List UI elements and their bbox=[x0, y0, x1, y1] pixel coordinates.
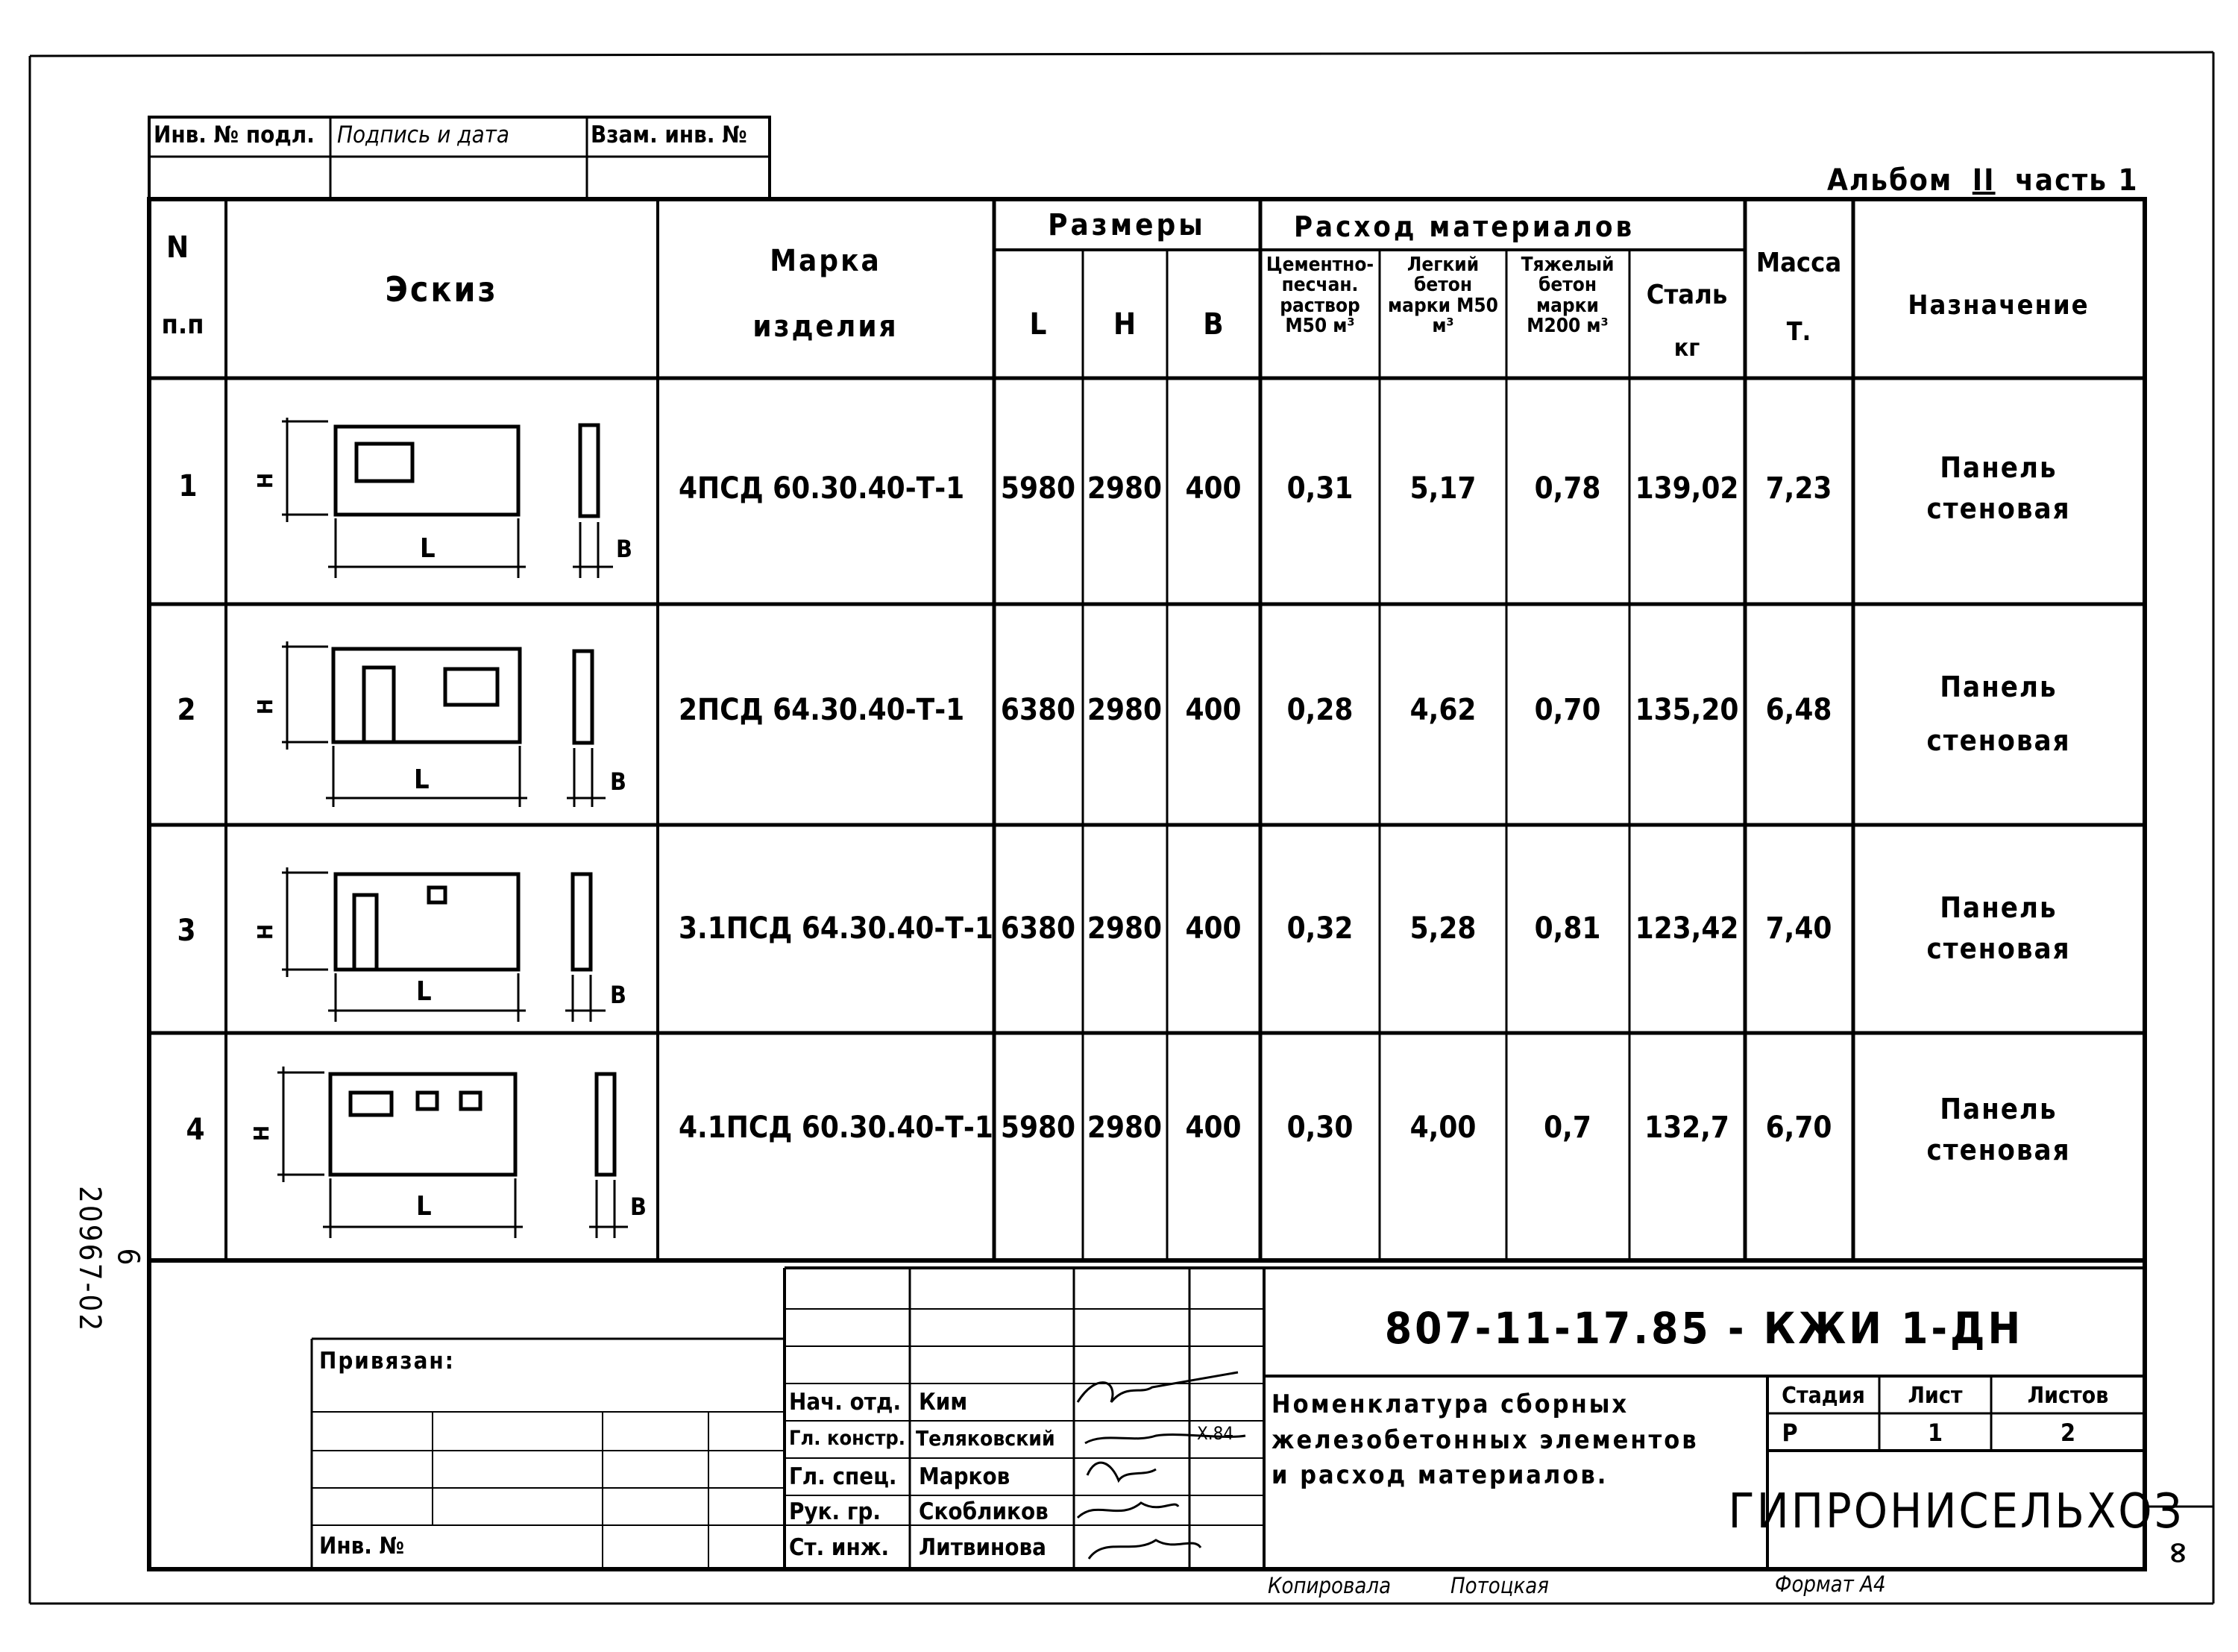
row-1-heavy: 0,78 bbox=[1534, 471, 1601, 506]
row-1-cement: 0,31 bbox=[1286, 471, 1354, 506]
list-header: Лист bbox=[1908, 1383, 1963, 1409]
role-4: Рук. гр. bbox=[789, 1498, 881, 1525]
listov-header: Листов bbox=[2027, 1383, 2109, 1409]
row-4-L: 5980 bbox=[1000, 1111, 1076, 1145]
sketch-1-L-label: L bbox=[420, 533, 436, 564]
name-4: Скобликов bbox=[919, 1498, 1049, 1525]
name-3: Марков bbox=[919, 1463, 1010, 1490]
row-2-purpose bbox=[1926, 660, 2070, 767]
row-1-mark: 4ПСД 60.30.40-Т-1 bbox=[679, 471, 965, 506]
list-value: 1 bbox=[1927, 1419, 1943, 1447]
row-3-light: 5,28 bbox=[1409, 911, 1477, 946]
sketch-3-H-label: H bbox=[253, 923, 277, 940]
sketch-4-L-label: L bbox=[416, 1191, 432, 1222]
row-1-L: 5980 bbox=[1000, 471, 1076, 506]
row-3-purpose bbox=[1926, 888, 2070, 970]
row-2-purpose-line1: Панель bbox=[1940, 670, 2058, 703]
sketch-4-H-label: H bbox=[249, 1125, 274, 1141]
stadia-header: Стадия bbox=[1782, 1383, 1865, 1409]
document-title-line3: и расход материалов. bbox=[1272, 1460, 1609, 1491]
row-3-purpose-line1: Панель bbox=[1940, 891, 2058, 924]
sketch-3-L-label: L bbox=[416, 976, 432, 1007]
header-num2: п.п bbox=[161, 310, 204, 340]
row-1-light: 5,17 bbox=[1409, 471, 1477, 506]
side-doc-code: 20967-02 bbox=[72, 1186, 107, 1334]
row-4-mass: 6,70 bbox=[1765, 1111, 1832, 1145]
header-B: B bbox=[1203, 307, 1224, 342]
row-3-steel: 123,42 bbox=[1635, 911, 1739, 946]
row-1-purpose bbox=[1926, 447, 2070, 530]
row-1-H: 2980 bbox=[1087, 471, 1163, 506]
sketch-1-H-label: H bbox=[253, 472, 277, 489]
row-3-L: 6380 bbox=[1000, 911, 1076, 946]
copied-name: Потоцкая bbox=[1450, 1573, 1549, 1598]
sketch-2-H-label: H bbox=[253, 698, 277, 714]
row-2-num: 2 bbox=[177, 693, 196, 727]
header-sizes: Размеры bbox=[1048, 208, 1206, 242]
row-1-B: 400 bbox=[1185, 471, 1242, 506]
row-2-cement: 0,28 bbox=[1286, 693, 1354, 727]
row-3-heavy: 0,81 bbox=[1534, 911, 1601, 946]
sketch-2-L-label: L bbox=[414, 764, 430, 795]
sketch-4-B-label: B bbox=[630, 1193, 647, 1221]
row-4-steel: 132,7 bbox=[1644, 1111, 1729, 1145]
privyazan-label: Привязан: bbox=[319, 1348, 455, 1375]
row-3-mass: 7,40 bbox=[1765, 911, 1832, 946]
name-5: Литвинова bbox=[919, 1534, 1046, 1561]
row-4-purpose-line2: стеновая bbox=[1926, 1134, 2071, 1167]
row-1-num: 1 bbox=[178, 469, 198, 503]
album-part: часть 1 bbox=[2015, 163, 2139, 198]
header-L: L bbox=[1029, 307, 1047, 342]
document-title-line2: железобетонных элементов bbox=[1272, 1425, 1699, 1455]
header-materials: Расход материалов bbox=[1294, 210, 1635, 243]
header-sketch: Эскиз bbox=[385, 269, 498, 310]
row-3-B: 400 bbox=[1185, 911, 1242, 946]
sketch-lines bbox=[330, 425, 614, 1175]
sketch-1-B-label: B bbox=[616, 535, 632, 563]
row-1-mass: 7,23 bbox=[1765, 471, 1832, 506]
sketch-2-B-label: B bbox=[610, 767, 626, 796]
format-label: Формат А4 bbox=[1775, 1571, 1886, 1597]
role-3: Гл. спец. bbox=[789, 1463, 897, 1490]
row-3-num: 3 bbox=[177, 914, 196, 948]
right-margin-mark: ∞ bbox=[2160, 1540, 2198, 1565]
row-2-H: 2980 bbox=[1087, 693, 1163, 727]
stamp-inv-podl: Инв. № подл. bbox=[154, 122, 315, 148]
organization-name-text: ГИПРОНИСЕЛЬХОЗ bbox=[1728, 1484, 2184, 1539]
header-mass-2: Т. bbox=[1786, 317, 1811, 347]
role-5: Ст. инж. bbox=[789, 1534, 890, 1561]
header-steel-2: кг bbox=[1673, 333, 1700, 362]
row-1-steel: 139,02 bbox=[1635, 471, 1739, 506]
header-purpose: Назначение bbox=[1908, 290, 2090, 321]
document-code: 807-11-17.85 - КЖИ 1-ДН bbox=[1384, 1303, 2024, 1354]
row-2-heavy: 0,70 bbox=[1534, 693, 1601, 727]
row-2-mass: 6,48 bbox=[1765, 693, 1832, 727]
album-roman: II bbox=[1972, 163, 1996, 198]
row-2-L: 6380 bbox=[1000, 693, 1076, 727]
signature-scribbles bbox=[1078, 1372, 1245, 1559]
side-page-number: 6 bbox=[110, 1248, 145, 1266]
document-title-line1: Номенклатура сборных bbox=[1272, 1389, 1629, 1419]
role-1: Нач. отд. bbox=[789, 1389, 902, 1416]
copied-label: Копировала bbox=[1268, 1573, 1392, 1598]
header-cement: Цементно-песчан. раствор М50 м³ bbox=[1266, 254, 1374, 337]
date-note: Х.84 bbox=[1197, 1423, 1234, 1444]
row-3-cement: 0,32 bbox=[1286, 911, 1354, 946]
name-2: Теляковский bbox=[916, 1426, 1055, 1451]
row-4-H: 2980 bbox=[1087, 1111, 1163, 1145]
row-4-num: 4 bbox=[186, 1113, 205, 1147]
stadia-value: Р bbox=[1782, 1419, 1798, 1447]
sketch-3-B-label: B bbox=[610, 981, 626, 1009]
organization-name bbox=[1728, 1484, 2184, 1539]
role-2: Гл. констр. bbox=[789, 1427, 906, 1450]
row-4-B: 400 bbox=[1185, 1111, 1242, 1145]
header-H: H bbox=[1113, 307, 1137, 342]
row-4-heavy: 0,7 bbox=[1544, 1111, 1591, 1145]
header-light-concrete: Легкий бетон марки М50 м³ bbox=[1388, 254, 1498, 337]
stamp-vzam-inv: Взам. инв. № bbox=[591, 122, 747, 148]
row-2-purpose-line2: стеновая bbox=[1926, 724, 2071, 758]
row-4-purpose bbox=[1926, 1089, 2070, 1171]
header-heavy-concrete: Тяжелый бетон марки М200 м³ bbox=[1521, 254, 1615, 337]
album-label bbox=[1827, 163, 2139, 198]
row-4-mark: 4.1ПСД 60.30.40-Т-1 bbox=[679, 1111, 993, 1145]
name-1: Ким bbox=[919, 1389, 968, 1416]
document-title bbox=[1272, 1387, 1699, 1494]
row-4-purpose-line1: Панель bbox=[1940, 1093, 2058, 1125]
stamp-sign-date: Подпись и дата bbox=[337, 122, 509, 148]
header-mark-1: Марка bbox=[770, 244, 881, 278]
row-2-mark: 2ПСД 64.30.40-Т-1 bbox=[679, 693, 965, 727]
header-steel-1: Сталь bbox=[1646, 280, 1728, 310]
row-2-steel: 135,20 bbox=[1635, 693, 1739, 727]
row-2-light: 4,62 bbox=[1409, 693, 1477, 727]
row-1-purpose-line2: стеновая bbox=[1926, 492, 2071, 526]
row-3-purpose-line2: стеновая bbox=[1926, 932, 2071, 966]
row-3-mark: 3.1ПСД 64.30.40-Т-1 bbox=[679, 911, 993, 946]
row-4-light: 4,00 bbox=[1409, 1111, 1477, 1145]
row-3-H: 2980 bbox=[1087, 911, 1163, 946]
listov-value: 2 bbox=[2060, 1419, 2076, 1447]
inv-no-label: Инв. № bbox=[319, 1533, 405, 1560]
header-mark-2: изделия bbox=[752, 310, 899, 344]
header-mass-1: Масса bbox=[1755, 248, 1842, 278]
row-1-purpose-line1: Панель bbox=[1940, 451, 2058, 484]
header-num: N bbox=[166, 230, 189, 265]
album-word: Альбом bbox=[1827, 163, 1953, 198]
row-4-cement: 0,30 bbox=[1286, 1111, 1354, 1145]
row-2-B: 400 bbox=[1185, 693, 1242, 727]
